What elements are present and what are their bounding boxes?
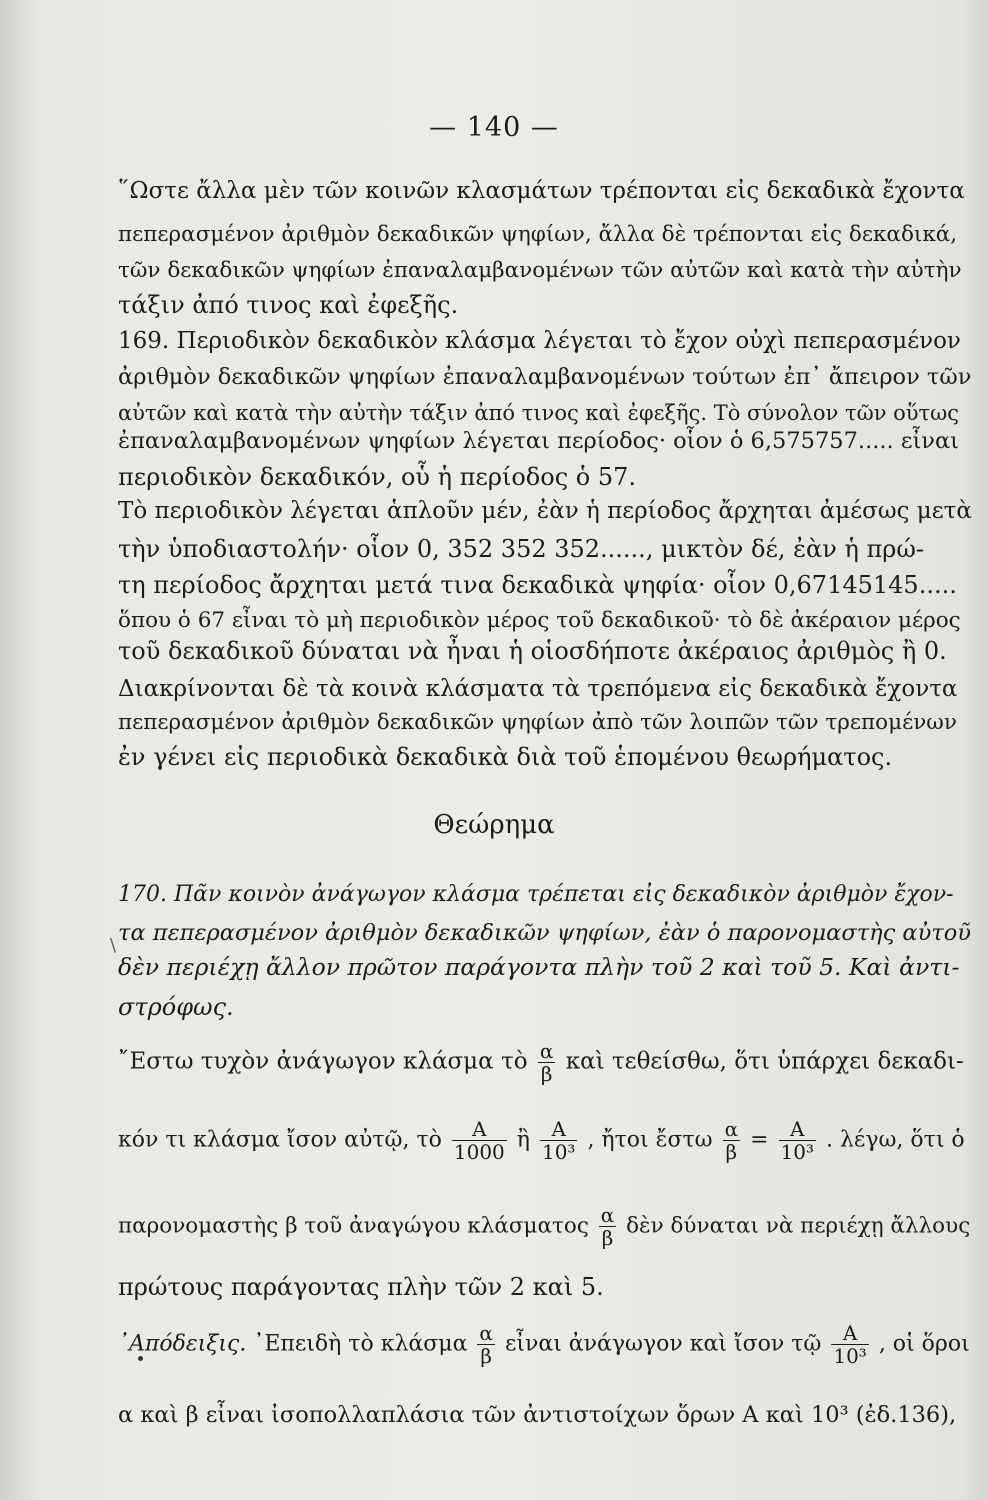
text-line: τάξιν ἀπό τινος καὶ ἐφεξῆς.	[118, 291, 459, 319]
text-line: αὐτῶν καὶ κατὰ τὴν αὐτὴν τάξιν ἀπό τινος καὶ ἐφεξῆς. Τὸ σύνολον τῶν οὕτως	[118, 401, 960, 425]
proof-label: ᾿Απόδειξις.	[118, 1331, 247, 1357]
proof-text: ῎Εστω τυχὸν ἀνάγωγον κλάσμα τὸ	[118, 1048, 528, 1075]
fraction-numerator: Α	[540, 1118, 577, 1141]
theorem-heading: Θεώρημα	[433, 810, 555, 840]
fraction-A-10-cubed	[779, 1118, 816, 1163]
fraction-denominator: 10³	[833, 1344, 867, 1368]
theorem-line: τα πεπερασμένον ἀριθμὸν δεκαδικῶν ψηφίων, ἐὰν ὁ παρονομαστὴς αὐτοῦ	[118, 920, 971, 946]
text-line: τη περίοδος ἄρχηται μετά τινα δεκαδικὰ ψηφία· οἷον 0,67145145.....	[118, 571, 957, 599]
fraction-alpha-beta	[599, 1204, 617, 1249]
fraction-A-1000	[452, 1118, 507, 1163]
proof-line-6: α καὶ β εἶναι ἰσοπολλαπλάσια τῶν ἀντιστοίχων ὅρων Α καὶ 10³ (ἐδ.136),	[118, 1402, 957, 1428]
fraction-denominator: 10³	[780, 1140, 814, 1164]
fraction-alpha-beta	[538, 1040, 556, 1085]
fraction-alpha-beta	[477, 1322, 495, 1367]
text-line: ὅπου ὁ 67 εἶναι τὸ μὴ περιοδικὸν μέρος τοῦ δεκαδικοῦ· τὸ δὲ ἀκέραιον μέρος	[118, 608, 961, 633]
proof-text: ἢ	[516, 1127, 530, 1153]
proof-line-2	[118, 1117, 965, 1164]
proof-text: εἶναι ἀνάγωγον καὶ ἴσον τῷ	[504, 1331, 822, 1357]
text-line: τοῦ δεκαδικοῦ δύναται νὰ ἦναι ἡ οἱοσδήποτε ἀκέραιος ἀριθμὸς ἢ 0.	[118, 637, 947, 665]
fraction-denominator: β	[480, 1344, 492, 1368]
fraction-numerator: α	[479, 1321, 493, 1345]
fraction-numerator: Α	[452, 1118, 507, 1141]
equals-sign: =	[750, 1127, 769, 1153]
text-line: ἀριθμὸν δεκαδικῶν ψηφίων ἐπαναλαμβανομένων τούτων ἐπ᾽ ἄπειρον τῶν	[118, 364, 972, 390]
text-line: ἐπαναλαμβανομένων ψηφίων λέγεται περίοδος· οἷον ὁ 6,575757..... εἶναι	[118, 428, 960, 454]
text-line: ῞Ωστε ἄλλα μὲν τῶν κοινῶν κλασμάτων τρέπονται εἰς δεκαδικὰ ἔχοντα	[118, 178, 965, 204]
text-line: Διακρίνονται δὲ τὰ κοινὰ κλάσματα τὰ τρεπόμενα εἰς δεκαδικὰ ἔχοντα	[118, 676, 958, 702]
proof-text: δὲν δύναται νὰ περιέχῃ ἄλλους	[626, 1213, 971, 1239]
fraction-denominator: 1000	[453, 1140, 505, 1164]
text-line: τῶν δεκαδικῶν ψηφίων ἐπαναλαμβανομένων τῶν αὐτῶν καὶ κατὰ τὴν αὐτὴν	[118, 258, 962, 283]
proof-line-3	[118, 1203, 971, 1250]
fraction-denominator: β	[725, 1140, 738, 1164]
fraction-A-10-cubed	[540, 1118, 577, 1163]
text-line: Τὸ περιοδικὸν λέγεται ἁπλοῦν μέν, ἐὰν ἡ περίοδος ἄρχηται ἀμέσως μετὰ	[118, 498, 972, 524]
text-line: τὴν ὑποδιαστολήν· οἷον 0, 352 352 352......, μικτὸν δέ, ἐὰν ἡ πρώ-	[118, 535, 925, 563]
fraction-numerator: Α	[779, 1118, 816, 1141]
text-line: ἐν γένει εἰς περιοδικὰ δεκαδικὰ διὰ τοῦ ἑπομένου θεωρήματος.	[118, 743, 893, 771]
text-line: περιοδικὸν δεκαδικόν, οὗ ἡ περίοδος ὁ 57.	[118, 463, 637, 491]
fraction-denominator: β	[601, 1226, 614, 1250]
proof-text: κόν τι κλάσμα ἴσον αὐτῷ, τὸ	[118, 1127, 442, 1153]
fraction-alpha-beta	[723, 1118, 741, 1163]
fraction-numerator: α	[539, 1039, 554, 1063]
proof-line-1	[118, 1039, 964, 1086]
fraction-A-10-cubed	[831, 1322, 868, 1367]
theorem-line: στρόφως.	[118, 993, 234, 1021]
proof-text: ᾿Επειδὴ τὸ κλάσμα	[253, 1331, 468, 1357]
proof-text: , οἱ ὅροι	[878, 1331, 970, 1357]
fraction-numerator: Α	[831, 1322, 868, 1345]
theorem-line: 170. Πᾶν κοινὸν ἀνάγωγον κλάσμα τρέπεται εἰς δεκαδικὸν ἀριθμὸν ἔχον-	[118, 882, 954, 907]
proof-text: , ἤτοι ἔστω	[587, 1127, 713, 1153]
text-line: πεπερασμένον ἀριθμὸν δεκαδικῶν ψηφίων ἀπὸ τῶν λοιπῶν τῶν τρεπομένων	[118, 710, 957, 735]
fraction-numerator: α	[600, 1203, 615, 1227]
theorem-line: δὲν περιέχῃ ἄλλον πρῶτον παράγοντα πλὴν τοῦ 2 καὶ τοῦ 5. Καὶ ἀντι-	[118, 953, 960, 981]
margin-mark: \	[110, 935, 117, 956]
proof-text: καὶ τεθείσθω, ὅτι ὑπάρχει δεκαδι-	[565, 1048, 964, 1075]
proof-line-5	[118, 1321, 970, 1368]
fraction-numerator: α	[724, 1117, 739, 1141]
proof-text: παρονομαστὴς β τοῦ ἀναγώγου κλάσματος	[118, 1213, 589, 1239]
text-line: πεπερασμένον ἀριθμὸν δεκαδικῶν ψηφίων, ἄλλα δὲ τρέπονται εἰς δεκαδικά,	[118, 222, 958, 247]
proof-text: . λέγω, ὅτι ὁ	[826, 1127, 965, 1153]
page-number: — 140 —	[429, 112, 559, 143]
section-169-line: 169. Περιοδικὸν δεκαδικὸν κλάσμα λέγεται τὸ ἔχον οὐχὶ πεπερασμένον	[118, 328, 961, 354]
fraction-denominator: β	[540, 1062, 553, 1086]
proof-line-4: πρώτους παράγοντας πλὴν τῶν 2 καὶ 5.	[118, 1273, 604, 1301]
fraction-denominator: 10³	[541, 1140, 576, 1164]
